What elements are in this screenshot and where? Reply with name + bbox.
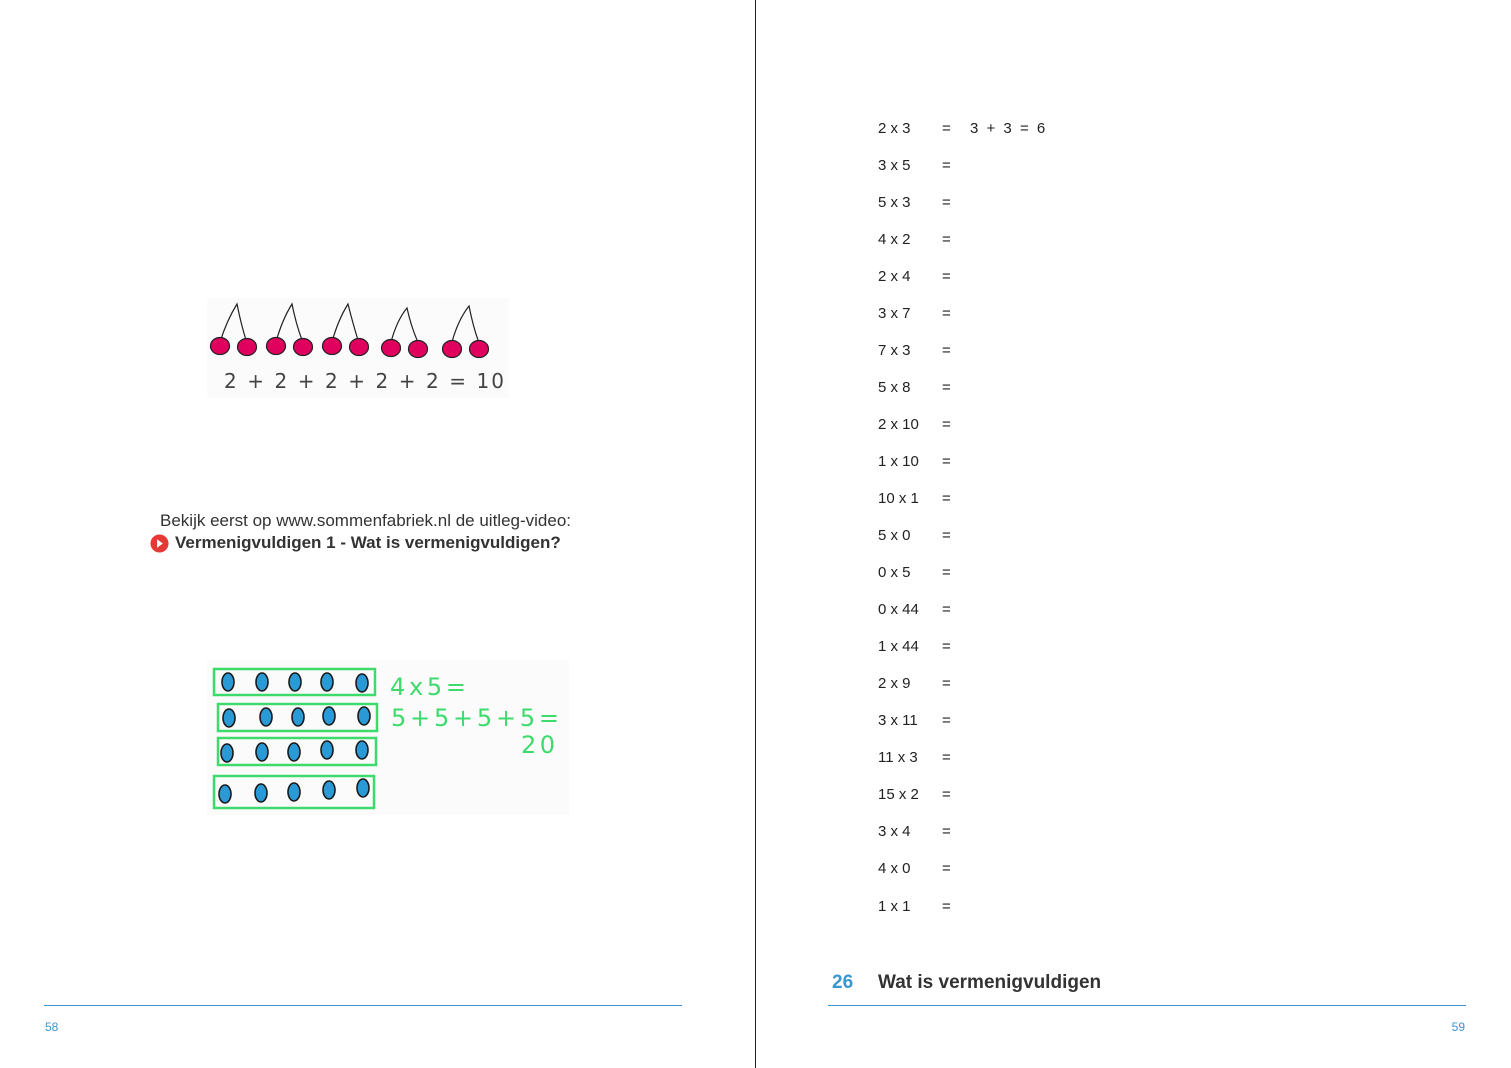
exercise-question: 3 x 4 [878, 823, 911, 840]
exercise-equals: = [942, 749, 951, 766]
exercise-equals: = [942, 786, 951, 803]
exercise-equals: = [942, 268, 951, 285]
exercise-equals: = [942, 157, 951, 174]
exercise-equals: = [942, 898, 951, 915]
footer-rule [828, 1005, 1466, 1006]
exercise-list [878, 120, 1045, 935]
exercise-equals: = [942, 823, 951, 840]
exercise-row [878, 342, 1045, 379]
exercise-row [878, 860, 1045, 897]
exercise-question: 1 x 1 [878, 898, 911, 915]
ovals-handwritten-line: 5 + 5 + 5 + 5 = [391, 704, 559, 732]
exercise-equals: = [942, 527, 951, 544]
instruction-text: Bekijk eerst op www.sommenfabriek.nl de uitleg-video: [160, 511, 572, 530]
exercise-row [878, 527, 1045, 564]
page-number: 58 [45, 1020, 59, 1034]
exercise-answer[interactable]: 3 + 3 = 6 [970, 120, 1046, 137]
exercise-question: 4 x 0 [878, 860, 911, 877]
exercise-row [878, 157, 1045, 194]
exercise-question: 3 x 7 [878, 305, 911, 322]
exercise-row [878, 453, 1045, 490]
video-link[interactable] [150, 532, 620, 554]
exercise-question: 1 x 10 [878, 453, 919, 470]
exercise-question: 10 x 1 [878, 490, 919, 507]
exercise-equals: = [942, 120, 951, 137]
exercise-question: 0 x 5 [878, 564, 911, 581]
cherries-illustration [207, 298, 509, 398]
exercise-row [878, 638, 1045, 675]
exercise-question: 1 x 44 [878, 638, 919, 655]
exercise-question: 5 x 0 [878, 527, 911, 544]
left-page [0, 0, 755, 1068]
exercise-row [878, 564, 1045, 601]
exercise-row [878, 601, 1045, 638]
cherries-equation: 2 + 2 + 2 + 2 + 2 = 10 [224, 369, 504, 393]
exercise-equals: = [942, 601, 951, 618]
exercise-row [878, 749, 1045, 786]
exercise-equals: = [942, 860, 951, 877]
exercise-row [878, 898, 1045, 935]
exercise-row [878, 675, 1045, 712]
exercise-question: 2 x 4 [878, 268, 911, 285]
exercise-question: 4 x 2 [878, 231, 911, 248]
exercise-row [878, 712, 1045, 749]
exercise-row [878, 786, 1045, 823]
exercise-row [878, 490, 1045, 527]
exercise-equals: = [942, 379, 951, 396]
exercise-equals: = [942, 416, 951, 433]
exercise-equals: = [942, 712, 951, 729]
exercise-equals: = [942, 675, 951, 692]
ovals-illustration [207, 660, 569, 815]
exercise-question: 5 x 3 [878, 194, 911, 211]
exercise-row [878, 305, 1045, 342]
exercise-equals: = [942, 564, 951, 581]
exercise-equals: = [942, 490, 951, 507]
exercise-question: 2 x 3 [878, 120, 911, 137]
exercise-row [878, 823, 1045, 860]
exercise-row [878, 120, 1045, 157]
exercise-question: 2 x 9 [878, 675, 911, 692]
play-circle-icon[interactable] [150, 534, 169, 553]
exercise-question: 0 x 44 [878, 601, 919, 618]
chapter-heading [832, 972, 1101, 994]
exercise-question: 15 x 2 [878, 786, 919, 803]
footer-rule [44, 1005, 682, 1006]
exercise-row [878, 416, 1045, 453]
page-number: 59 [1451, 1020, 1465, 1034]
exercise-equals: = [942, 231, 951, 248]
video-instructions [150, 510, 620, 554]
ovals-handwritten-line: 4 x 5 = [390, 673, 466, 701]
exercise-row [878, 379, 1045, 416]
chapter-title: Wat is vermenigvuldigen [878, 972, 1102, 993]
exercise-question: 2 x 10 [878, 416, 919, 433]
video-link-label[interactable]: Vermenigvuldigen 1 - Wat is vermenigvuldigen? [175, 533, 561, 552]
exercise-equals: = [942, 453, 951, 470]
exercise-row [878, 231, 1045, 268]
exercise-equals: = [942, 342, 951, 359]
exercise-equals: = [942, 194, 951, 211]
ovals-handwritten-line: 20 [521, 731, 555, 759]
right-page [756, 0, 1511, 1068]
exercise-question: 5 x 8 [878, 379, 911, 396]
exercise-row [878, 268, 1045, 305]
exercise-equals: = [942, 638, 951, 655]
exercise-question: 3 x 5 [878, 157, 911, 174]
chapter-number: 26 [832, 972, 854, 993]
exercise-question: 7 x 3 [878, 342, 911, 359]
exercise-question: 11 x 3 [878, 749, 918, 766]
exercise-equals: = [942, 305, 951, 322]
exercise-row [878, 194, 1045, 231]
exercise-question: 3 x 11 [878, 712, 918, 729]
